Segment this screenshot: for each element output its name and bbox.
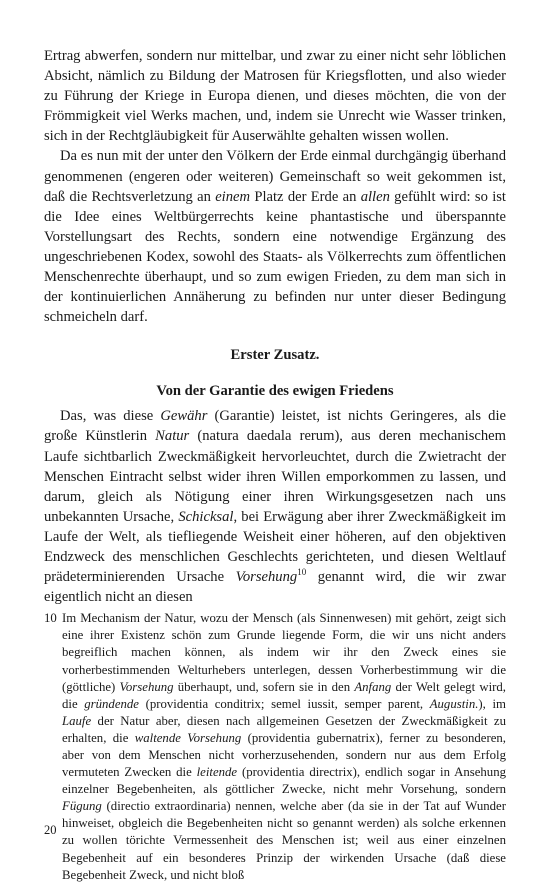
section-heading: Erster Zusatz. — [230, 347, 320, 364]
emphasis-text: Vorsehung — [119, 679, 174, 694]
emphasis-text: Fügung — [62, 799, 102, 814]
text-run: Platz der Erde an — [250, 188, 361, 205]
section-subheading: Von der Garantie des ewigen Friedens — [156, 383, 394, 400]
text-run: der Welt gelegt wird, die — [62, 679, 506, 711]
text-run: (providentia conditrix; semel iussit, semper parent, — [138, 696, 430, 711]
text-run: gefühlt wird: so ist die Idee eines Weltbürgerrechts keine phantastische und überspannte Vorstellungsart des Rechts, sondern eine notwendige Ergänzung des ungeschriebenen Kodex, sowohl des Staats- als Völkerrechts zum öffentlichen Menschenrechte überhaupt, und so zum ewigen Frieden, zu dem man sich in der kontinuierlichen Annäherung zu befinden nur unter dieser Bedingung schmeicheln darf. — [44, 188, 506, 326]
footnote-number: 10 — [44, 611, 57, 626]
footnote — [44, 610, 506, 884]
emphasis-text: leitende — [196, 765, 238, 780]
paragraph-continuation — [44, 46, 506, 146]
paragraph-text: Ertrag abwerfen, sondern nur mittelbar, und zwar zu einer nicht sehr löblichen Absicht, nämlich zu Bildung der Matrosen für Kriegsflotten, und also wieder zu Führung der Kriege in Europa dienen, und dieses möchten, die von der Frömmigkeit viel Werks machen, und, indem sie Unrecht wie Wasser trinken, sich in der Rechtgläubigkeit für Auserwählte gehalten wissen wollen. — [44, 48, 506, 145]
text-run: ), im — [478, 696, 506, 711]
emphasis-text: Natur — [155, 428, 190, 445]
page-body — [44, 46, 506, 884]
text-run: (directio extraordinaria) nennen, welche aber (da sie in der Tat auf Wunder hinweiset, obgleich die Begebenheiten nicht so genannt werden) als solche erkennen zu wollen törichte Vermessenheit des Menschen ist; weil aus einer einzelnen Begebenheit auf ein besonderes Prinzip der wirkenden Ursache (daß diese Begebenheit Zweck, und nicht bloß — [62, 799, 506, 882]
text-run: , bei Erwägung aber ihrer Zweckmäßigkeit im Laufe der Welt, als tiefliegende Weisheit einer höheren, auf den objektiven Endzweck des menschlichen Geschlechts gerichteten, und diesen Weltlauf prädeterminierenden Ursache — [44, 508, 506, 586]
text-run: (natura daedala rerum), aus deren mechanischem Laufe sichtbarlich Zweckmäßigkeit hervorleuchtet, durch die Zwietracht der Menschen Eintracht selbst wider ihren Willen emporkommen zu lassen, und darum, gleich als Nötigung einer ihren Wirkungsgesetzen nach uns unbekannten Ursache, — [44, 428, 507, 525]
emphasis-text: waltende Vorsehung — [134, 730, 242, 745]
page-number: 20 — [44, 823, 57, 837]
emphasis-text: Gewähr — [160, 408, 208, 425]
text-run: der Natur aber, diesen nach allgemeinen Gesetzen der Zweckmäßigkeit zu erhalten, die — [62, 713, 506, 745]
text-run: Da es nun mit der unter den Völkern der Erde einmal durchgängig überhand genommenen (engeren oder weiteren) Gemeinschaft so weit gekommen ist, daß die Rechtsverletzung an — [44, 148, 506, 205]
emphasis-text: Augustin. — [429, 696, 479, 711]
emphasis-text: Anfang — [354, 679, 392, 694]
paragraph-weltbuergerrecht — [44, 146, 506, 327]
emphasis-text: Schicksal — [178, 508, 234, 525]
text-run: (Garantie) leistet, ist nichts Geringeres, als die große Künstlerin — [44, 408, 506, 445]
text-run: genannt wird, die wir zwar eigentlich nicht an diesen — [44, 569, 506, 606]
text-run: (providentia gubernatrix), ferner zu besonderen, aber von dem Menschen nicht vorherzusehenden, sondern nur aus dem Erfolg vermuteten Zwecken die — [62, 730, 506, 780]
text-run: Das, was diese — [60, 408, 161, 425]
emphasis-text: gründende — [84, 696, 139, 711]
emphasis-text: allen — [360, 188, 390, 205]
emphasis-text: Vorsehung — [235, 569, 298, 586]
text-run: überhaupt, und, sofern sie in den — [173, 679, 355, 694]
emphasis-text: einem — [215, 188, 251, 205]
footnote-text — [62, 610, 506, 884]
text-run: Im Mechanism der Natur, wozu der Mensch (als Sinnenwesen) mit gehört, zeigt sich eine ihrer Existenz schön zum Grunde liegende Form, die wir uns nicht anders begreiflich machen können, als indem wir ihr den Zweck eines sie vorherbestimmenden Welturhebers unterlegen, dessen Vorherbestimmung wir die (göttliche) — [62, 611, 506, 694]
emphasis-text: Laufe — [62, 713, 92, 728]
paragraph-garantie — [44, 406, 506, 607]
text-run: (providentia directrix), endlich sogar in Ansehung einzelner Begebenheiten, als göttlicher Zwecke, nicht mehr Vorsehung, sondern — [62, 765, 506, 797]
footnote-reference[interactable]: 10 — [297, 567, 307, 578]
